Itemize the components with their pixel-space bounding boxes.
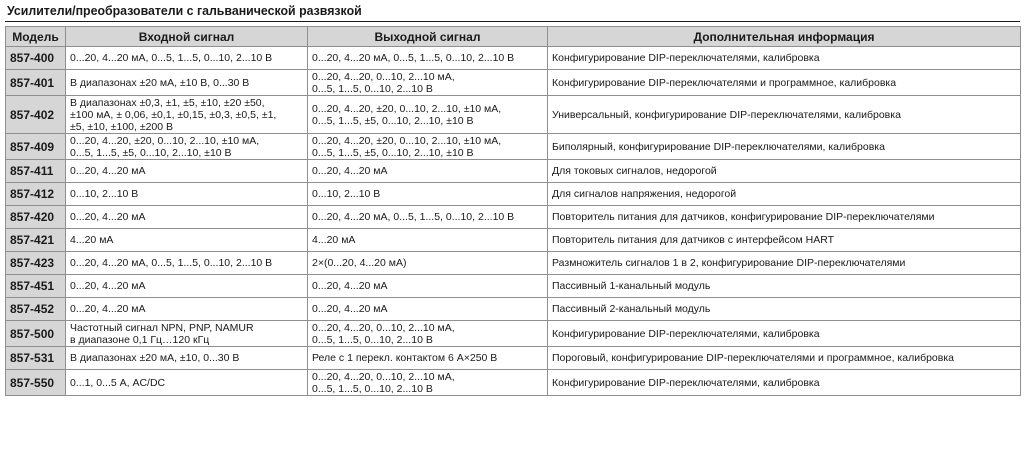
info-cell: Пассивный 1-канальный модуль [548, 275, 1021, 298]
model-cell: 857-409 [6, 134, 66, 160]
input-cell: 4...20 мА [66, 229, 308, 252]
model-cell: 857-420 [6, 206, 66, 229]
header-row [6, 27, 1021, 47]
column-header-input: Входной сигнал [66, 27, 308, 47]
table-row [6, 47, 1021, 70]
input-cell: Частотный сигнал NPN, PNP, NAMUR в диапазоне 0,1 Гц…120 кГц [66, 321, 308, 347]
input-cell: В диапазонах ±20 мА, ±10 В, 0...30 В [66, 70, 308, 96]
column-header-info: Дополнительная информация [548, 27, 1021, 47]
column-header-output: Выходной сигнал [308, 27, 548, 47]
input-cell: 0...20, 4...20 мА [66, 275, 308, 298]
input-cell: В диапазонах ±20 мА, ±10, 0...30 В [66, 347, 308, 370]
model-cell: 857-402 [6, 96, 66, 134]
input-cell: 0...1, 0...5 А, AC/DC [66, 370, 308, 396]
table-row [6, 183, 1021, 206]
model-cell: 857-452 [6, 298, 66, 321]
model-cell: 857-421 [6, 229, 66, 252]
table-row [6, 96, 1021, 134]
model-cell: 857-550 [6, 370, 66, 396]
output-cell: 0...20, 4...20, 0...10, 2...10 мА, 0...5, 1...5, 0...10, 2...10 В [308, 70, 548, 96]
table-row [6, 321, 1021, 347]
output-cell: 2×(0...20, 4...20 мА) [308, 252, 548, 275]
output-cell: 0...20, 4...20, 0...10, 2...10 мА, 0...5, 1...5, 0...10, 2...10 В [308, 370, 548, 396]
output-cell: 4...20 мА [308, 229, 548, 252]
info-cell: Универсальный, конфигурирование DIP-переключателями, калибровка [548, 96, 1021, 134]
info-cell: Пороговый, конфигурирование DIP-переключателями и программное, калибровка [548, 347, 1021, 370]
column-header-model: Модель [6, 27, 66, 47]
output-cell: 0...20, 4...20, ±20, 0...10, 2...10, ±10 мА, 0...5, 1...5, ±5, 0...10, 2...10, ±10 В [308, 134, 548, 160]
table-row [6, 347, 1021, 370]
converters-table [5, 26, 1021, 396]
model-cell: 857-401 [6, 70, 66, 96]
input-cell: 0...20, 4...20 мА [66, 160, 308, 183]
output-cell: 0...20, 4...20 мА [308, 275, 548, 298]
info-cell: Повторитель питания для датчиков, конфигурирование DIP-переключателями [548, 206, 1021, 229]
table-row [6, 298, 1021, 321]
input-cell: 0...20, 4...20 мА [66, 206, 308, 229]
table-row [6, 229, 1021, 252]
model-cell: 857-412 [6, 183, 66, 206]
output-cell: 0...20, 4...20 мА, 0...5, 1...5, 0...10, 2...10 В [308, 206, 548, 229]
output-cell: 0...20, 4...20, ±20, 0...10, 2...10, ±10 мА, 0...5, 1...5, ±5, 0...10, 2...10, ±10 В [308, 96, 548, 134]
info-cell: Конфигурирование DIP-переключателями, калибровка [548, 47, 1021, 70]
info-cell: Повторитель питания для датчиков с интерфейсом HART [548, 229, 1021, 252]
info-cell: Для токовых сигналов, недорогой [548, 160, 1021, 183]
table-row [6, 275, 1021, 298]
input-cell: 0...20, 4...20 мА, 0...5, 1...5, 0...10, 2...10 В [66, 252, 308, 275]
info-cell: Конфигурирование DIP-переключателями, калибровка [548, 321, 1021, 347]
output-cell: 0...20, 4...20 мА [308, 160, 548, 183]
info-cell: Биполярный, конфигурирование DIP-переключателями, калибровка [548, 134, 1021, 160]
output-cell: 0...20, 4...20 мА, 0...5, 1...5, 0...10, 2...10 В [308, 47, 548, 70]
table-row [6, 206, 1021, 229]
table-row [6, 252, 1021, 275]
table-row [6, 160, 1021, 183]
model-cell: 857-400 [6, 47, 66, 70]
table-title: Усилители/преобразователи с гальванической развязкой [7, 3, 362, 18]
output-cell: 0...10, 2...10 В [308, 183, 548, 206]
output-cell: Реле с 1 перекл. контактом 6 А×250 В [308, 347, 548, 370]
model-cell: 857-500 [6, 321, 66, 347]
info-cell: Для сигналов напряжения, недорогой [548, 183, 1021, 206]
model-cell: 857-423 [6, 252, 66, 275]
table-row [6, 370, 1021, 396]
output-cell: 0...20, 4...20, 0...10, 2...10 мА, 0...5, 1...5, 0...10, 2...10 В [308, 321, 548, 347]
input-cell: В диапазонах ±0,3, ±1, ±5, ±10, ±20 ±50, ±100 мА, ± 0,06, ±0,1, ±0,15, ±0,3, ±0,5, ±1, ±5, ±10, ±100, ±200 В [66, 96, 308, 134]
table-row [6, 134, 1021, 160]
output-cell: 0...20, 4...20 мА [308, 298, 548, 321]
info-cell: Размножитель сигналов 1 в 2, конфигурирование DIP-переключателями [548, 252, 1021, 275]
input-cell: 0...20, 4...20, ±20, 0...10, 2...10, ±10 мА, 0...5, 1...5, ±5, 0...10, 2...10, ±10 В [66, 134, 308, 160]
info-cell: Пассивный 2-канальный модуль [548, 298, 1021, 321]
title-underline [5, 21, 1020, 22]
model-cell: 857-531 [6, 347, 66, 370]
info-cell: Конфигурирование DIP-переключателями и программное, калибровка [548, 70, 1021, 96]
input-cell: 0...20, 4...20 мА [66, 298, 308, 321]
info-cell: Конфигурирование DIP-переключателями, калибровка [548, 370, 1021, 396]
input-cell: 0...20, 4...20 мА, 0...5, 1...5, 0...10, 2...10 В [66, 47, 308, 70]
model-cell: 857-451 [6, 275, 66, 298]
input-cell: 0...10, 2...10 В [66, 183, 308, 206]
model-cell: 857-411 [6, 160, 66, 183]
table-row [6, 70, 1021, 96]
